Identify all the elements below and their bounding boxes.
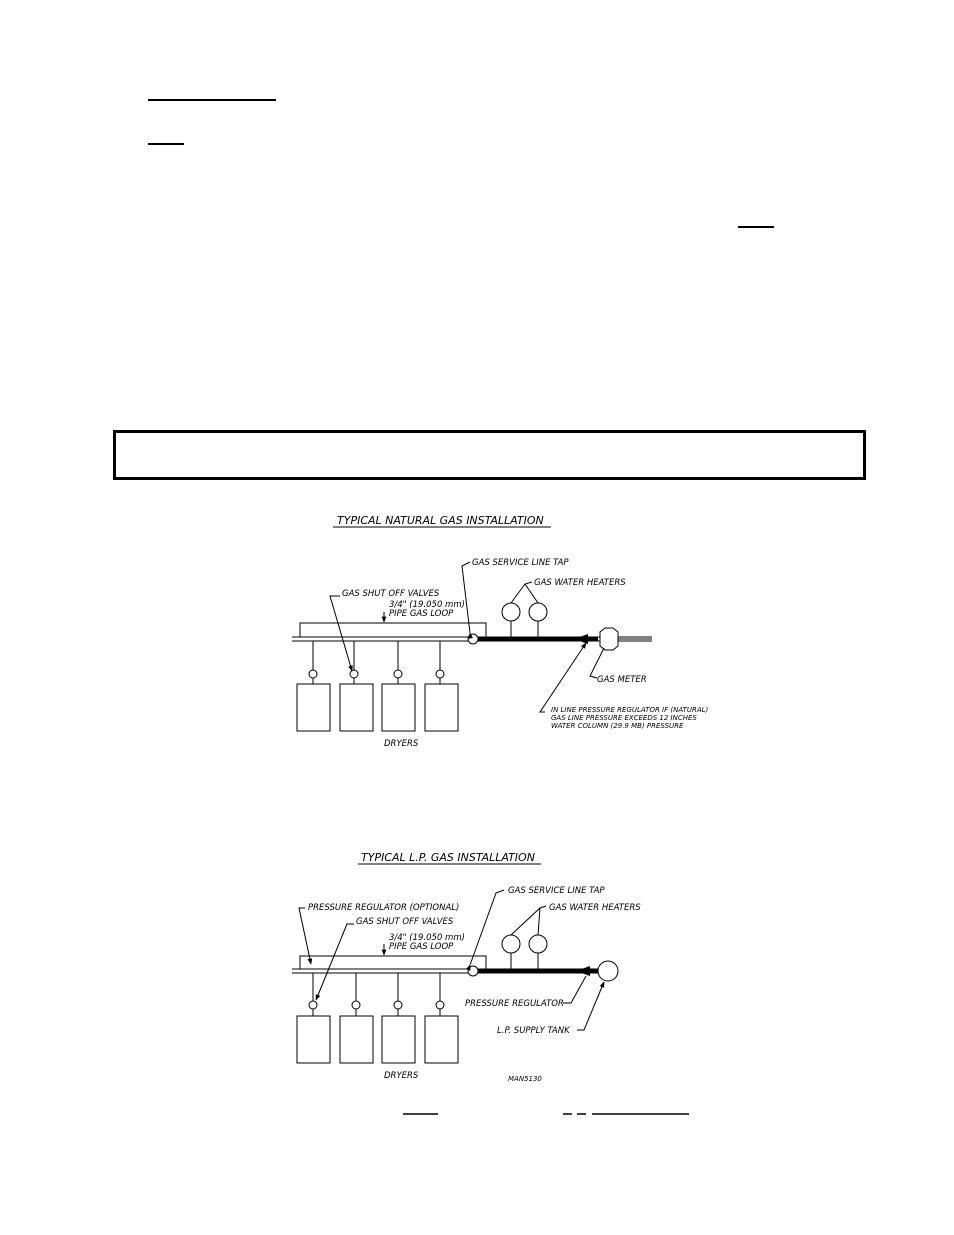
dryer	[425, 1016, 458, 1063]
natural-gas-title: TYPICAL NATURAL GAS INSTALLATION	[337, 514, 544, 527]
natural-gas-loop-label-1: 3/4" (19.050 mm)	[389, 600, 465, 610]
lp-gas-loop-label-1: 3/4" (19.050 mm)	[389, 933, 465, 943]
pressure-regulator-optional-label: PRESSURE REGULATOR (OPTIONAL)	[308, 903, 460, 913]
natural-gas-service-tap-label: GAS SERVICE LINE TAP	[472, 558, 569, 568]
natural-gas-dryers-label: DRYERS	[384, 739, 419, 749]
natural-gas-water-heater	[529, 603, 547, 621]
dryer	[297, 684, 330, 731]
dryer	[382, 684, 415, 731]
natural-gas-water-heater	[502, 603, 520, 621]
lp-gas-title: TYPICAL L.P. GAS INSTALLATION	[361, 851, 535, 864]
dryer	[297, 1016, 330, 1063]
lp-gas-loop-label-2: PIPE GAS LOOP	[389, 942, 454, 952]
pressure-regulator-label: PRESSURE REGULATOR	[465, 999, 564, 1009]
lp-gas-loop	[300, 956, 486, 969]
gas-meter-label: GAS METER	[597, 675, 647, 685]
dryer	[340, 1016, 373, 1063]
natural-gas-service-tap	[468, 634, 478, 644]
regulator-note-3: WATER COLUMN (29.9 MB) PRESSURE	[551, 722, 684, 730]
drawing-code: MAN5130	[508, 1075, 542, 1083]
natural-gas-loop	[300, 623, 486, 637]
lp-gas-shutoff-label: GAS SHUT OFF VALVES	[356, 917, 454, 927]
lp-gas-service-tap-label: GAS SERVICE LINE TAP	[508, 886, 605, 896]
lp-gas-service-tap	[468, 966, 478, 976]
natural-gas-dryers	[297, 641, 458, 731]
lp-gas-water-heater	[502, 935, 520, 953]
lp-gas-diagram	[292, 851, 641, 1083]
dryer	[340, 684, 373, 731]
lp-gas-water-heater	[529, 935, 547, 953]
dryer	[425, 684, 458, 731]
natural-gas-water-heaters-label: GAS WATER HEATERS	[534, 578, 626, 588]
lp-gas-water-heaters-label: GAS WATER HEATERS	[549, 903, 641, 913]
lp-supply-tank	[598, 961, 618, 981]
regulator-note-2: GAS LINE PRESSURE EXCEEDS 12 INCHES	[551, 714, 697, 722]
lp-gas-dryers-label: DRYERS	[384, 1071, 419, 1081]
regulator-note-1: IN LINE PRESSURE REGULATOR IF (NATURAL)	[551, 706, 709, 714]
dryer	[382, 1016, 415, 1063]
natural-gas-shutoff-label: GAS SHUT OFF VALVES	[342, 589, 440, 599]
supply-tank-label: L.P. SUPPLY TANK	[497, 1026, 570, 1036]
gas-meter	[600, 628, 618, 650]
natural-gas-loop-label-2: PIPE GAS LOOP	[389, 609, 454, 619]
natural-gas-diagram	[292, 514, 709, 749]
